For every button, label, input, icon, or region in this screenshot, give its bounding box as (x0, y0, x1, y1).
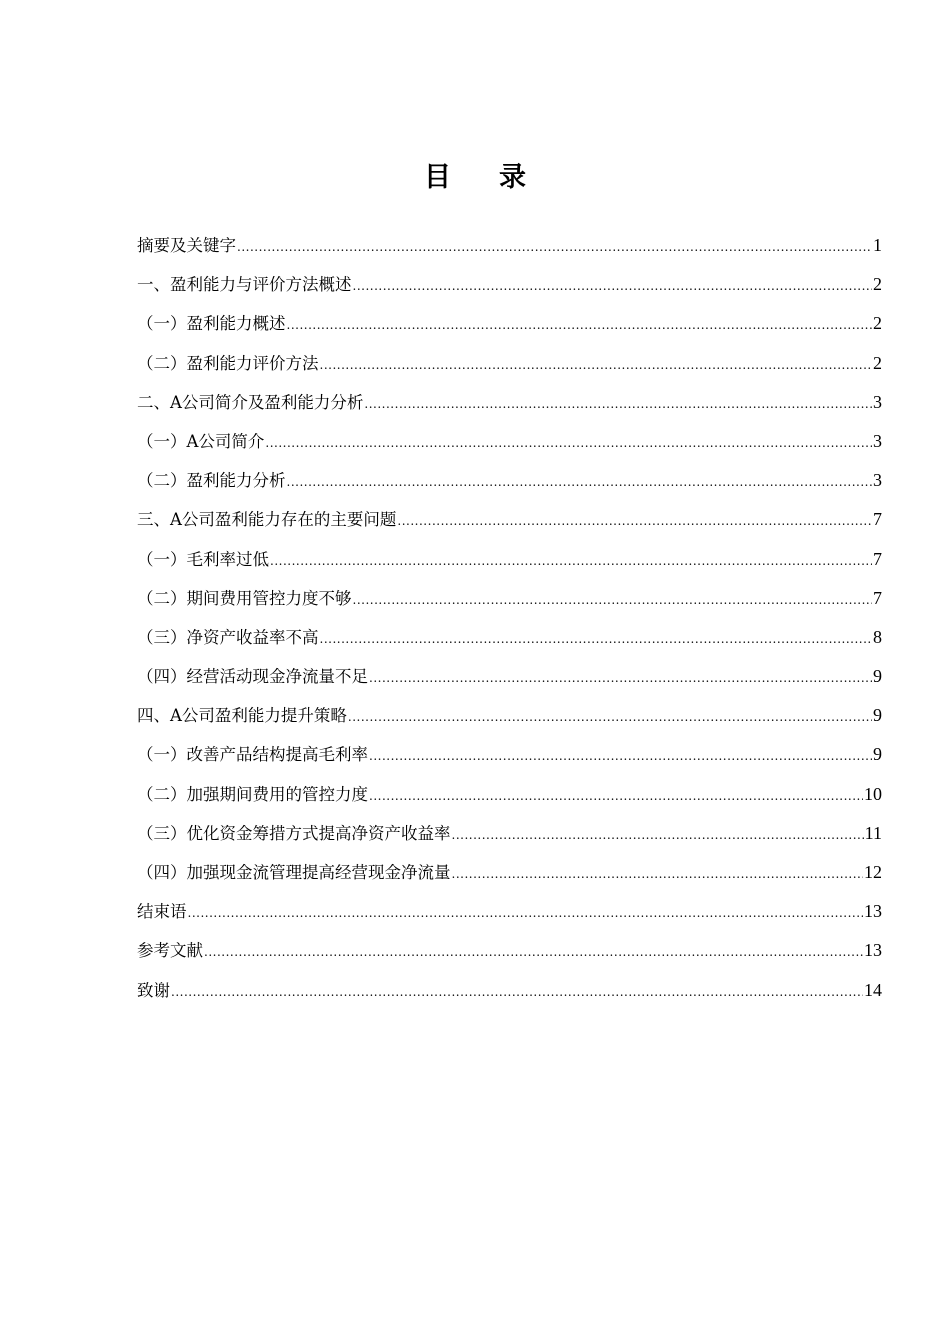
toc-dot-leader (265, 424, 872, 463)
toc-entry[interactable] (137, 735, 882, 774)
toc-dot-leader (348, 698, 872, 737)
toc-entry-page: 9 (873, 705, 882, 726)
toc-entry[interactable] (137, 422, 882, 461)
toc-entry[interactable] (137, 696, 882, 735)
toc-entry[interactable] (137, 775, 882, 814)
toc-entry[interactable] (137, 500, 882, 539)
toc-entry-page: 2 (873, 274, 882, 295)
toc-entry[interactable] (137, 540, 882, 579)
toc-entry[interactable] (137, 618, 882, 657)
toc-entry-label: （二）盈利能力评价方法 (137, 353, 319, 373)
toc-entry-label: 四、A公司盈利能力提升策略 (137, 706, 347, 726)
toc-entry-label: 摘要及关键字 (137, 236, 236, 255)
toc-dot-leader (452, 816, 864, 855)
toc-entry-label: （一）毛利率过低 (137, 549, 269, 569)
toc-dot-leader (353, 581, 873, 620)
toc-entry-page: 9 (873, 744, 882, 765)
toc-entry-page: 12 (864, 862, 882, 882)
toc-dot-leader (397, 502, 872, 541)
toc-dot-leader (320, 346, 873, 385)
toc-entry-label: （一）改善产品结构提高毛利率 (137, 745, 368, 765)
toc-entry-label: （四）加强现金流管理提高经营现金净流量 (137, 863, 451, 882)
toc-entry-page: 13 (864, 901, 882, 922)
toc-entry[interactable] (137, 657, 882, 696)
toc-entry-page: 3 (873, 430, 882, 451)
toc-entry-page: 11 (864, 822, 882, 843)
page-title-char-2: 录 (499, 162, 526, 193)
toc-dot-leader (369, 777, 863, 816)
toc-entry-label: （二）期间费用管控力度不够 (137, 588, 352, 608)
toc-dot-leader (237, 228, 872, 267)
toc-entry-page: 3 (873, 391, 882, 412)
toc-entry[interactable] (137, 383, 882, 422)
toc-entry-label: （一）盈利能力概述 (137, 314, 286, 334)
toc-entry-label: （二）盈利能力分析 (137, 471, 286, 491)
toc-entry-label: （一）A公司简介 (137, 431, 265, 451)
toc-dot-leader (270, 542, 872, 581)
toc-entry-page: 2 (873, 313, 882, 334)
toc-dot-leader (369, 659, 872, 698)
toc-entry[interactable] (137, 931, 882, 970)
page-title (0, 158, 950, 198)
toc-dot-leader (287, 463, 873, 502)
toc-entry-label: 参考文献 (137, 941, 203, 961)
toc-dot-leader (369, 737, 872, 776)
toc-entry-label: （三）优化资金筹措方式提高净资产收益率 (137, 823, 451, 843)
toc-entry-page: 14 (864, 979, 882, 1000)
page-title-char-1: 目 (424, 162, 451, 193)
toc-entry-label: （三）净资产收益率不高 (137, 627, 319, 647)
toc-entry-label: 三、A公司盈利能力存在的主要问题 (137, 510, 397, 530)
toc-entry-page: 8 (873, 626, 882, 647)
toc-entry[interactable] (137, 265, 882, 304)
table-of-contents (137, 226, 882, 1010)
toc-entry[interactable] (137, 344, 882, 383)
toc-entry[interactable] (137, 853, 882, 892)
toc-entry-page: 13 (864, 940, 882, 961)
toc-entry[interactable] (137, 579, 882, 618)
toc-entry[interactable] (137, 226, 882, 265)
toc-entry-page: 3 (873, 470, 882, 491)
toc-dot-leader (452, 855, 864, 894)
toc-entry-label: （四）经营活动现金净流量不足 (137, 667, 368, 687)
toc-dot-leader (353, 267, 873, 306)
toc-dot-leader (287, 306, 873, 345)
toc-entry[interactable] (137, 304, 882, 343)
toc-entry[interactable] (137, 461, 882, 500)
toc-entry-label: 结束语 (137, 902, 187, 922)
toc-entry-page: 9 (873, 666, 882, 687)
toc-entry-page: 1 (873, 235, 882, 255)
toc-dot-leader (320, 620, 873, 659)
toc-entry-page: 7 (873, 509, 882, 530)
toc-entry-page: 10 (864, 783, 882, 804)
toc-entry-label: 一、盈利能力与评价方法概述 (137, 275, 352, 295)
toc-entry[interactable] (137, 892, 882, 931)
toc-dot-leader (204, 933, 863, 972)
toc-dot-leader (171, 973, 863, 1012)
toc-entry-page: 2 (873, 352, 882, 373)
toc-dot-leader (364, 385, 872, 424)
toc-entry[interactable] (137, 814, 882, 853)
toc-entry-label: （二）加强期间费用的管控力度 (137, 784, 368, 804)
toc-entry[interactable] (137, 971, 882, 1010)
toc-entry-label: 致谢 (137, 980, 170, 1000)
toc-entry-page: 7 (873, 587, 882, 608)
toc-entry-page: 7 (873, 548, 882, 569)
toc-dot-leader (188, 894, 864, 933)
toc-entry-label: 二、A公司简介及盈利能力分析 (137, 392, 364, 412)
